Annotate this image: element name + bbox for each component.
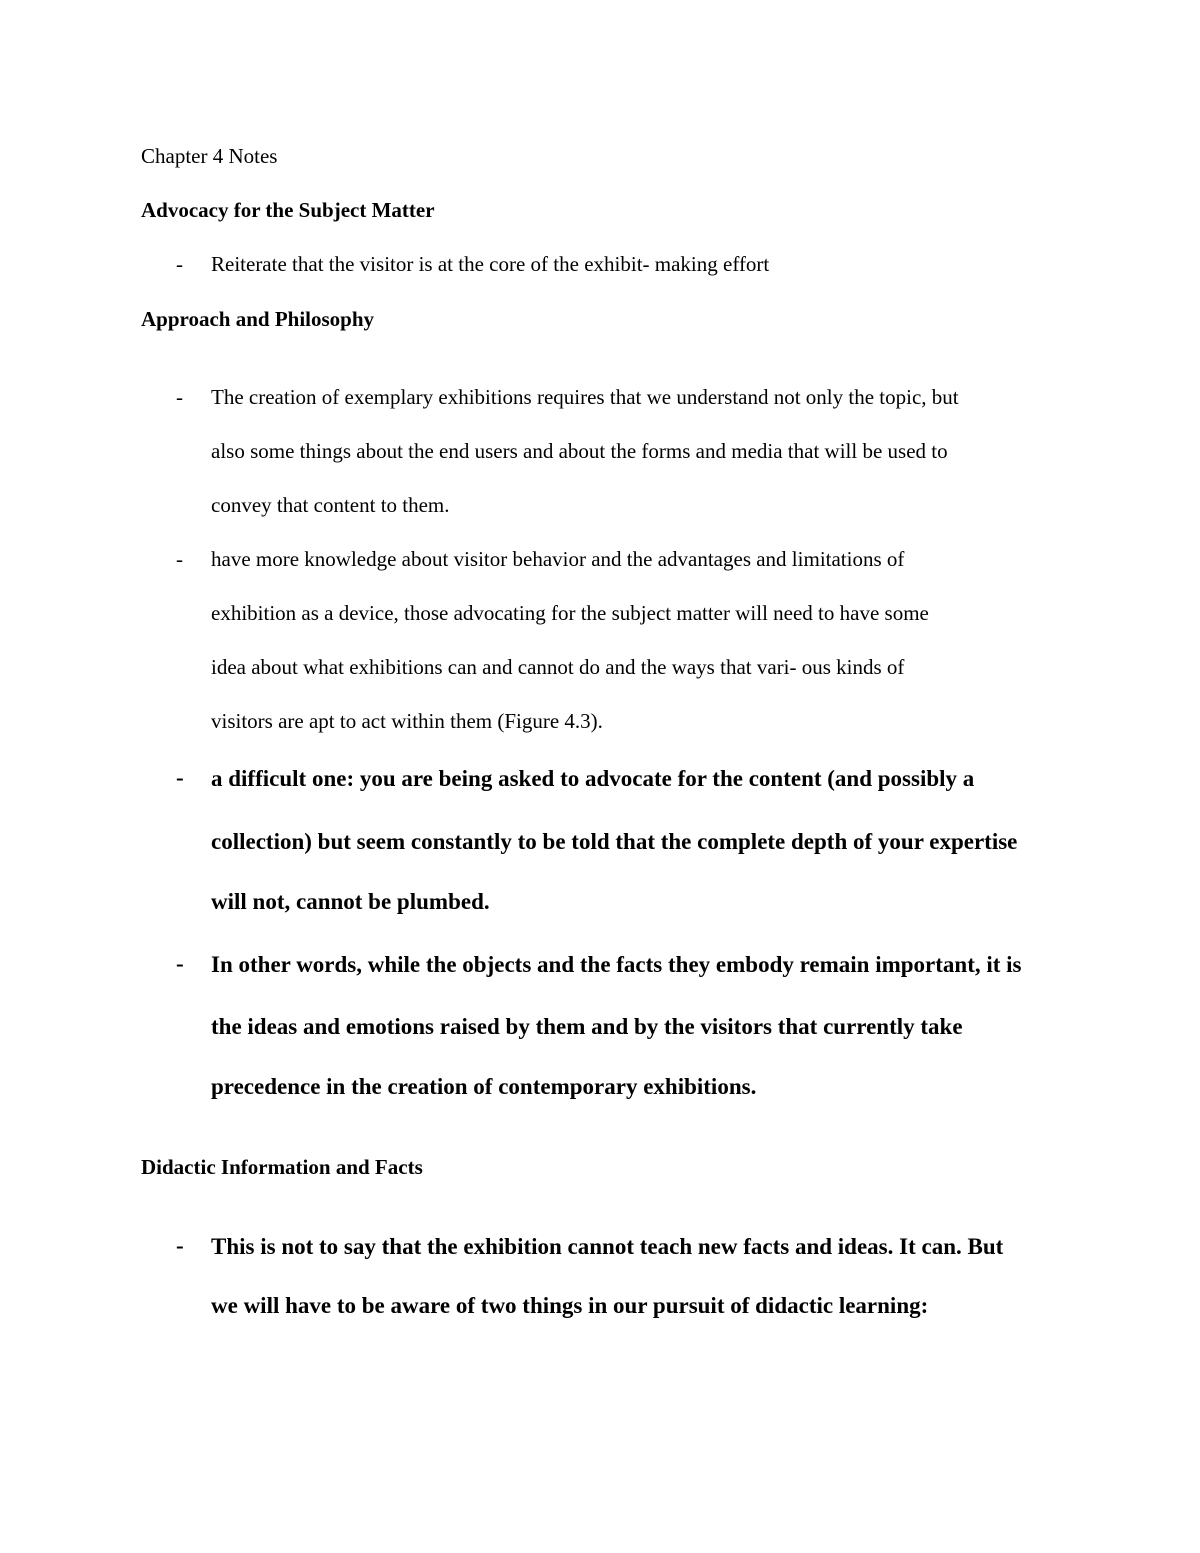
bullet-line: collection) but seem constantly to be told that the complete depth of your expertise xyxy=(211,829,1018,854)
bullet-line: idea about what exhibitions can and cannot do and the ways that vari- ous kinds of xyxy=(211,655,905,679)
bullet-line: The creation of exemplary exhibitions requires that we understand not only the topic, but xyxy=(211,385,959,409)
bullet-line: exhibition as a device, those advocating for the subject matter will need to have some xyxy=(211,601,929,625)
section-heading-advocacy: Advocacy for the Subject Matter xyxy=(141,198,435,222)
bullet-marker: - xyxy=(176,951,184,976)
bullet-line: convey that content to them. xyxy=(211,493,450,517)
section-heading-approach: Approach and Philosophy xyxy=(141,307,375,331)
bullet-marker: - xyxy=(176,547,183,571)
bullet-line: visitors are apt to act within them (Figure 4.3). xyxy=(211,709,603,733)
bullet-line: also some things about the end users and about the forms and media that will be used to xyxy=(211,439,948,463)
bullet-line: In other words, while the objects and the facts they embody remain important, it is xyxy=(211,952,1022,977)
bullet-line: Reiterate that the visitor is at the core of the exhibit- making effort xyxy=(211,252,770,276)
bullet-line: precedence in the creation of contemporary exhibitions. xyxy=(211,1074,757,1099)
section-heading-didactic: Didactic Information and Facts xyxy=(141,1155,423,1179)
bullet-line: a difficult one: you are being asked to advocate for the content (and possibly a xyxy=(211,766,975,791)
bullet-line: This is not to say that the exhibition cannot teach new facts and ideas. It can. But xyxy=(211,1234,1004,1259)
bullet-line: we will have to be aware of two things in our pursuit of didactic learning: xyxy=(211,1293,929,1318)
bullet-line: will not, cannot be plumbed. xyxy=(211,889,490,914)
bullet-marker: - xyxy=(176,1233,184,1258)
bullet-line: have more knowledge about visitor behavior and the advantages and limitations of xyxy=(211,547,905,571)
bullet-line: the ideas and emotions raised by them and by the visitors that currently take xyxy=(211,1014,963,1039)
bullet-marker: - xyxy=(176,385,183,409)
bullet-marker: - xyxy=(176,252,183,276)
page-title: Chapter 4 Notes xyxy=(141,144,278,168)
bullet-marker: - xyxy=(176,765,184,790)
